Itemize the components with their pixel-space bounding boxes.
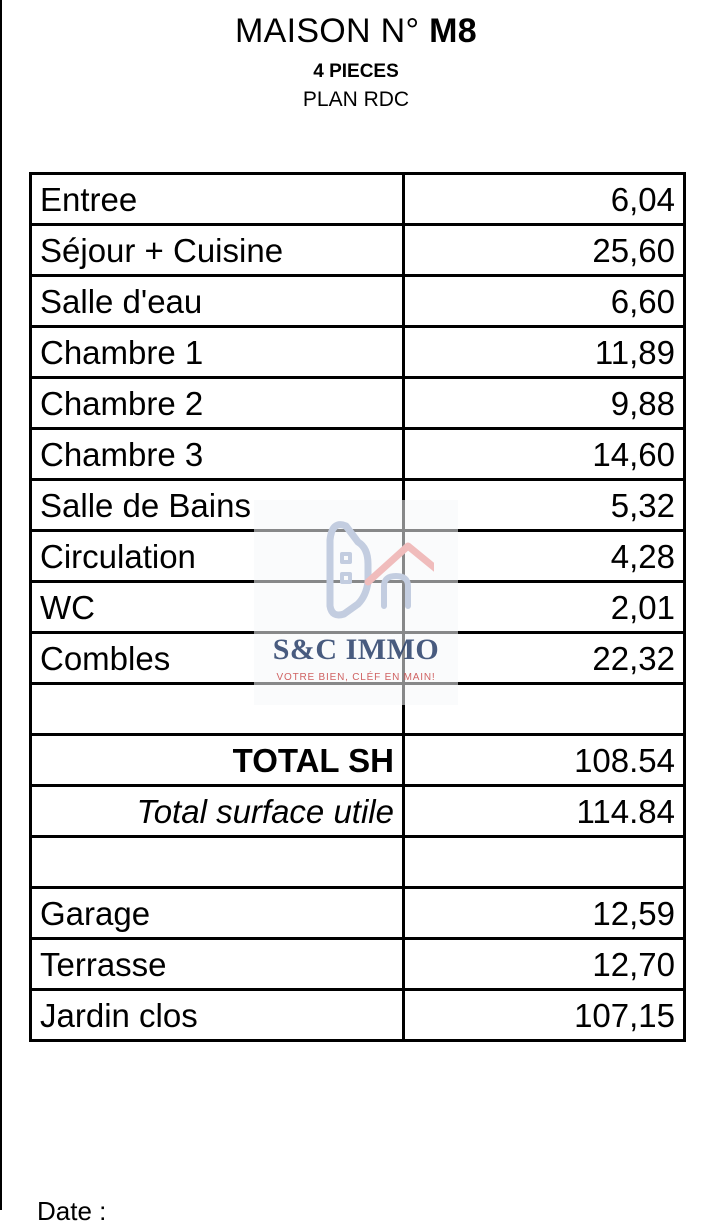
date-label: Date : xyxy=(37,1196,107,1226)
table-row-wc xyxy=(31,582,685,633)
table-row-salle-de-bains xyxy=(31,480,685,531)
room-area: 4,28 xyxy=(404,531,685,582)
room-area: 22,32 xyxy=(404,633,685,684)
exterior-area: 12,59 xyxy=(404,888,685,939)
room-label: Combles xyxy=(31,633,404,684)
table-row-total-utile xyxy=(31,786,685,837)
rooms-count: 4 PIECES xyxy=(313,61,399,82)
room-area: 5,32 xyxy=(404,480,685,531)
room-area: 2,01 xyxy=(404,582,685,633)
house-title xyxy=(0,12,712,51)
empty-cell xyxy=(31,837,404,888)
plan-level: PLAN RDC xyxy=(302,88,410,111)
table-row-circulation xyxy=(31,531,685,582)
exterior-area: 12,70 xyxy=(404,939,685,990)
room-label: WC xyxy=(31,582,404,633)
table-row-chambre-3 xyxy=(31,429,685,480)
room-area: 11,89 xyxy=(404,327,685,378)
surface-table xyxy=(29,172,686,1042)
room-label: Chambre 3 xyxy=(31,429,404,480)
total-sh-label: TOTAL SH xyxy=(31,735,404,786)
table-row-terrasse xyxy=(31,939,685,990)
table-row-salle-deau xyxy=(31,276,685,327)
table-row-empty xyxy=(31,684,685,735)
room-label: Salle d'eau xyxy=(31,276,404,327)
room-label: Salle de Bains xyxy=(31,480,404,531)
exterior-label: Garage xyxy=(31,888,404,939)
room-label: Chambre 2 xyxy=(31,378,404,429)
table-row-entree xyxy=(31,174,685,225)
table-row-chambre-1 xyxy=(31,327,685,378)
house-title-prefix: MAISON N° xyxy=(234,12,420,50)
room-label: Chambre 1 xyxy=(31,327,404,378)
house-number: M8 xyxy=(429,12,477,50)
room-area: 14,60 xyxy=(404,429,685,480)
room-area: 6,04 xyxy=(404,174,685,225)
exterior-area: 107,15 xyxy=(404,990,685,1041)
empty-cell xyxy=(404,837,685,888)
exterior-label: Jardin clos xyxy=(31,990,404,1041)
table-row-jardin-clos xyxy=(31,990,685,1041)
table-row-chambre-2 xyxy=(31,378,685,429)
exterior-label: Terrasse xyxy=(31,939,404,990)
room-label: Séjour + Cuisine xyxy=(31,225,404,276)
room-label: Circulation xyxy=(31,531,404,582)
table-row-sejour-cuisine xyxy=(31,225,685,276)
total-utile-value: 114.84 xyxy=(404,786,685,837)
table-row-empty xyxy=(31,837,685,888)
room-area: 6,60 xyxy=(404,276,685,327)
agency-name: S&C IMMO xyxy=(272,633,440,666)
room-area: 9,88 xyxy=(404,378,685,429)
agency-tagline: VOTRE BIEN, CLÉF EN MAIN! xyxy=(276,672,436,683)
table-row-total-sh xyxy=(31,735,685,786)
table-row-combles xyxy=(31,633,685,684)
total-sh-value: 108.54 xyxy=(404,735,685,786)
room-area: 25,60 xyxy=(404,225,685,276)
room-label: Entree xyxy=(31,174,404,225)
empty-cell xyxy=(31,684,404,735)
table-row-garage xyxy=(31,888,685,939)
page-left-border xyxy=(0,0,2,1210)
total-utile-label: Total surface utile xyxy=(31,786,404,837)
empty-cell xyxy=(404,684,685,735)
